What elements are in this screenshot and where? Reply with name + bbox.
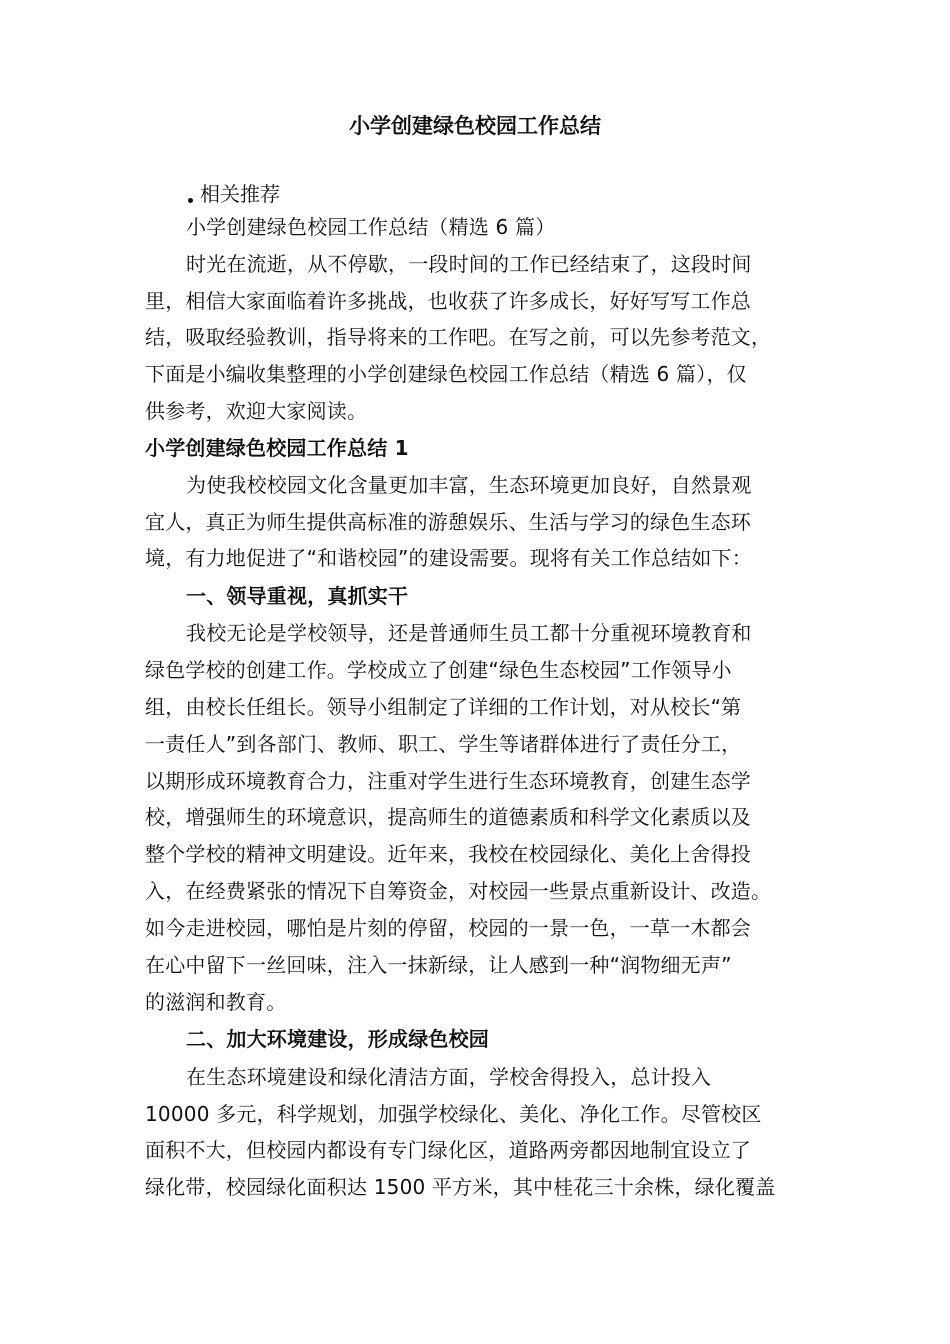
paragraph-line: 校，增强师生的环境意识，提高师生的道德素质和科学文化素质以及 [145,805,751,829]
related-label: 相关推荐 [200,182,280,206]
subsection-heading: 一、领导重视，真抓实干 [186,584,409,608]
paragraph-line: 10000 多元，科学规划，加强学校绿化、美化、净化工作。尽管校区 [145,1102,762,1126]
subsection-heading: 二、加大环境建设，形成绿色校园 [186,1027,489,1051]
paragraph-line: 为使我校校园文化含量更加丰富，生态环境更加良好，自然景观 [186,473,752,497]
paragraph-line: 境，有力地促进了“和谐校园”的建设需要。现将有关工作总结如下： [145,546,752,570]
document-title: 小学创建绿色校园工作总结 [349,114,601,138]
paragraph-line: 绿色学校的创建工作。学校成立了创建“绿色生态校园”工作领导小 [145,658,732,682]
paragraph-line: 的滋润和教育。 [145,990,287,1014]
paragraph-line: 下面是小编收集整理的小学创建绿色校园工作总结（精选 6 篇），仅 [145,362,747,386]
paragraph-line: 入，在经费紧张的情况下自筹资金，对校园一些景点重新设计、改造。 [145,879,772,903]
paragraph-line: 如今走进校园，哪怕是片刻的停留，校园的一景一色，一草一木都会 [145,916,751,940]
paragraph-line: 面积不大，但校园内都设有专门绿化区，道路两旁都因地制宜设立了 [145,1138,751,1162]
related-recommendation[interactable] [145,179,280,209]
paragraph-line: 在生态环境建设和绿化清洁方面，学校舍得投入，总计投入 [186,1065,712,1089]
paragraph-line: 绿化带，校园绿化面积达 1500 平方米，其中桂花三十余株，绿化覆盖 [145,1175,776,1199]
paragraph-line: 组，由校长任组长。领导小组制定了详细的工作计划，对从校长“第 [145,695,742,719]
paragraph-line: 整个学校的精神文明建设。近年来，我校在校园绿化、美化上舍得投 [145,842,751,866]
bullet-icon [188,198,193,203]
paragraph-line: 里，相信大家面临着许多挑战，也收获了许多成长，好好写写工作总 [145,289,751,313]
paragraph-line: 时光在流逝，从不停歇，一段时间的工作已经结束了，这段时间 [186,252,752,276]
paragraph-line: 供参考，欢迎大家阅读。 [145,399,368,423]
paragraph-line: 在心中留下一丝回味，注入一抹新绿，让人感到一种“润物细无声” [145,953,732,977]
paragraph-line: 宜人，真正为师生提供高标准的游憩娱乐、生活与学习的绿色生态环 [145,510,751,534]
section-heading: 小学创建绿色校园工作总结 1 [145,436,409,460]
paragraph-line: 以期形成环境教育合力，注重对学生进行生态环境教育，创建生态学 [145,769,751,793]
paragraph-line: 一责任人”到各部门、教师、职工、学生等诸群体进行了责任分工， [145,732,742,756]
paragraph-line: 我校无论是学校领导，还是普通师生员工都十分重视环境教育和 [186,621,752,645]
article-subtitle: 小学创建绿色校园工作总结（精选 6 篇） [186,215,556,239]
paragraph-line: 结，吸取经验教训，指导将来的工作吧。在写之前，可以先参考范文， [145,325,772,349]
